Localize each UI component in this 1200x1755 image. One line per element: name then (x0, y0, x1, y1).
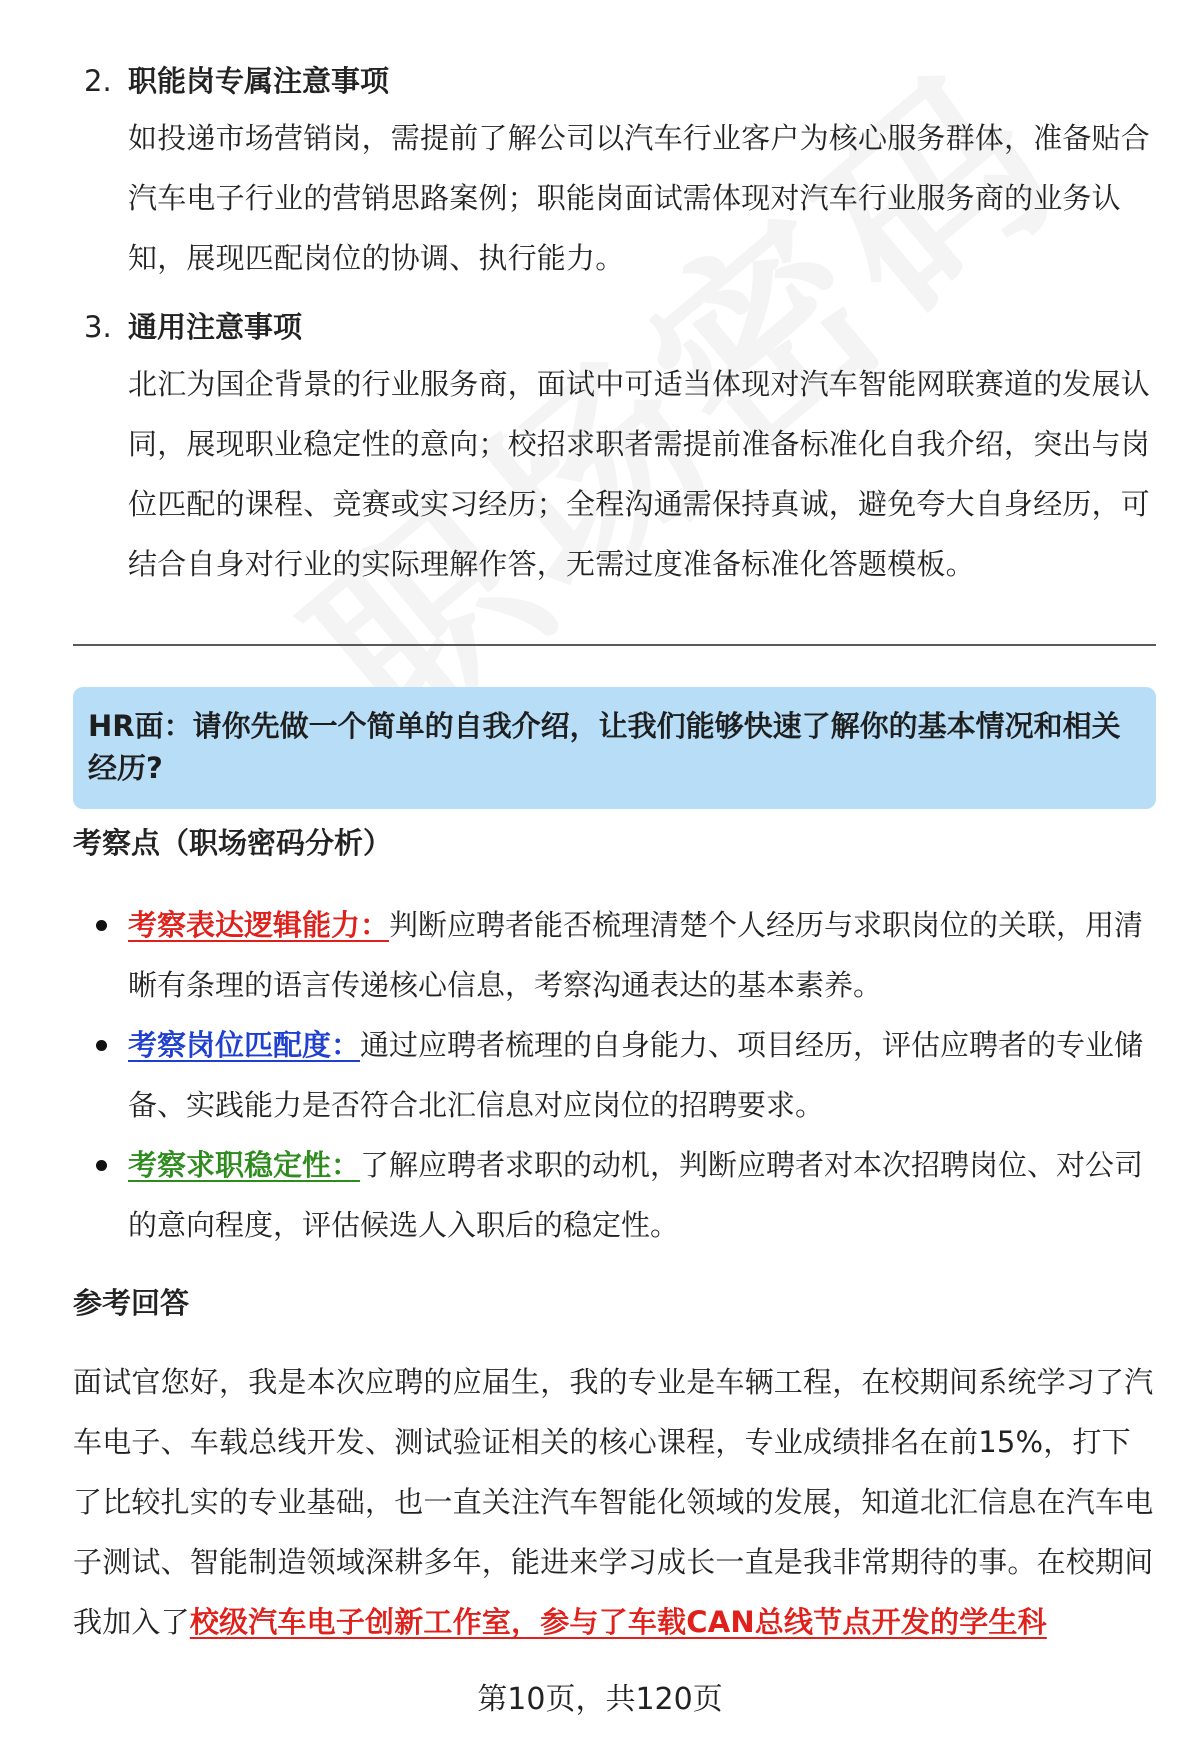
item-heading (84, 60, 1154, 102)
list-item (96, 1135, 1156, 1255)
analysis-label: 考察求职稳定性： (128, 1148, 361, 1182)
item-number: 3. (84, 310, 112, 344)
item-heading (84, 306, 1154, 348)
bullet-icon (96, 1160, 107, 1171)
list-item (96, 1015, 1156, 1135)
item-body: 如投递市场营销岗，需提前了解公司以汽车行业客户为核心服务群体，准备贴合汽车电子行业的营销思路案例；职能岗面试需体现对汽车行业服务商的业务认知，展现匹配岗位的协调、执行能力。 (128, 121, 1151, 275)
analysis-text: 判断应聘者能否梳理清楚个人经历与求职岗位的关联，用清晰有条理的语言传递核心信息，考察沟通表达的基本素养。 (128, 908, 1144, 1002)
analysis-label: 考察岗位匹配度： (128, 1028, 361, 1062)
item-title: 职能岗专属注意事项 (128, 64, 390, 98)
answer-body: 面试官您好，我是本次应聘的应届生，我的专业是车辆工程，在校期间系统学习了汽车电子、车载总线开发、测试验证相关的核心课程，专业成绩排名在前15%，打下了比较扎实的专业基础，也一直关注汽车智能化领域的发展，知道北汇信息在汽车电子测试、智能制造领域深耕多年，能进来学习成长一直是我非常期待的事。在校期间我加入了 (73, 1365, 1154, 1639)
answer-text (73, 1352, 1156, 1652)
answer-title: 参考回答 (73, 1286, 190, 1320)
analysis-text: 了解应聘者求职的动机，判断应聘者对本次招聘岗位、对公司的意向程度，评估候选人入职后的稳定性。 (128, 1148, 1144, 1242)
section-divider (73, 644, 1156, 646)
analysis-text: 通过应聘者梳理的自身能力、项目经历，评估应聘者的专业储备、实践能力是否符合北汇信息对应岗位的招聘要求。 (128, 1028, 1144, 1122)
item-title: 通用注意事项 (128, 310, 303, 344)
analysis-title: 考察点（职场密码分析） (73, 826, 393, 860)
bullet-icon (96, 920, 107, 931)
answer-highlight: 校级汽车电子创新工作室，参与了车载CAN总线节点开发的学生科 (189, 1605, 1047, 1639)
analysis-label: 考察表达逻辑能力： (128, 908, 390, 942)
question-box: HR面：请你先做一个简单的自我介绍，让我们能够快速了解你的基本情况和相关经历? (73, 687, 1156, 809)
numbered-item-3 (84, 306, 1154, 594)
item-body: 北汇为国企背景的行业服务商，面试中可适当体现对汽车智能网联赛道的发展认同，展现职业稳定性的意向；校招求职者需提前准备标准化自我介绍，突出与岗位匹配的课程、竞赛或实习经历；全程沟通需保持真诚，避免夸大自身经历，可结合自身对行业的实际理解作答，无需过度准备标准化答题模板。 (128, 367, 1151, 581)
item-number: 2. (84, 64, 112, 98)
analysis-list (96, 895, 1156, 1255)
page-footer: 第10页，共120页 (477, 1682, 723, 1717)
bullet-icon (96, 1040, 107, 1051)
numbered-item-2 (84, 60, 1154, 288)
list-item (96, 895, 1156, 1015)
